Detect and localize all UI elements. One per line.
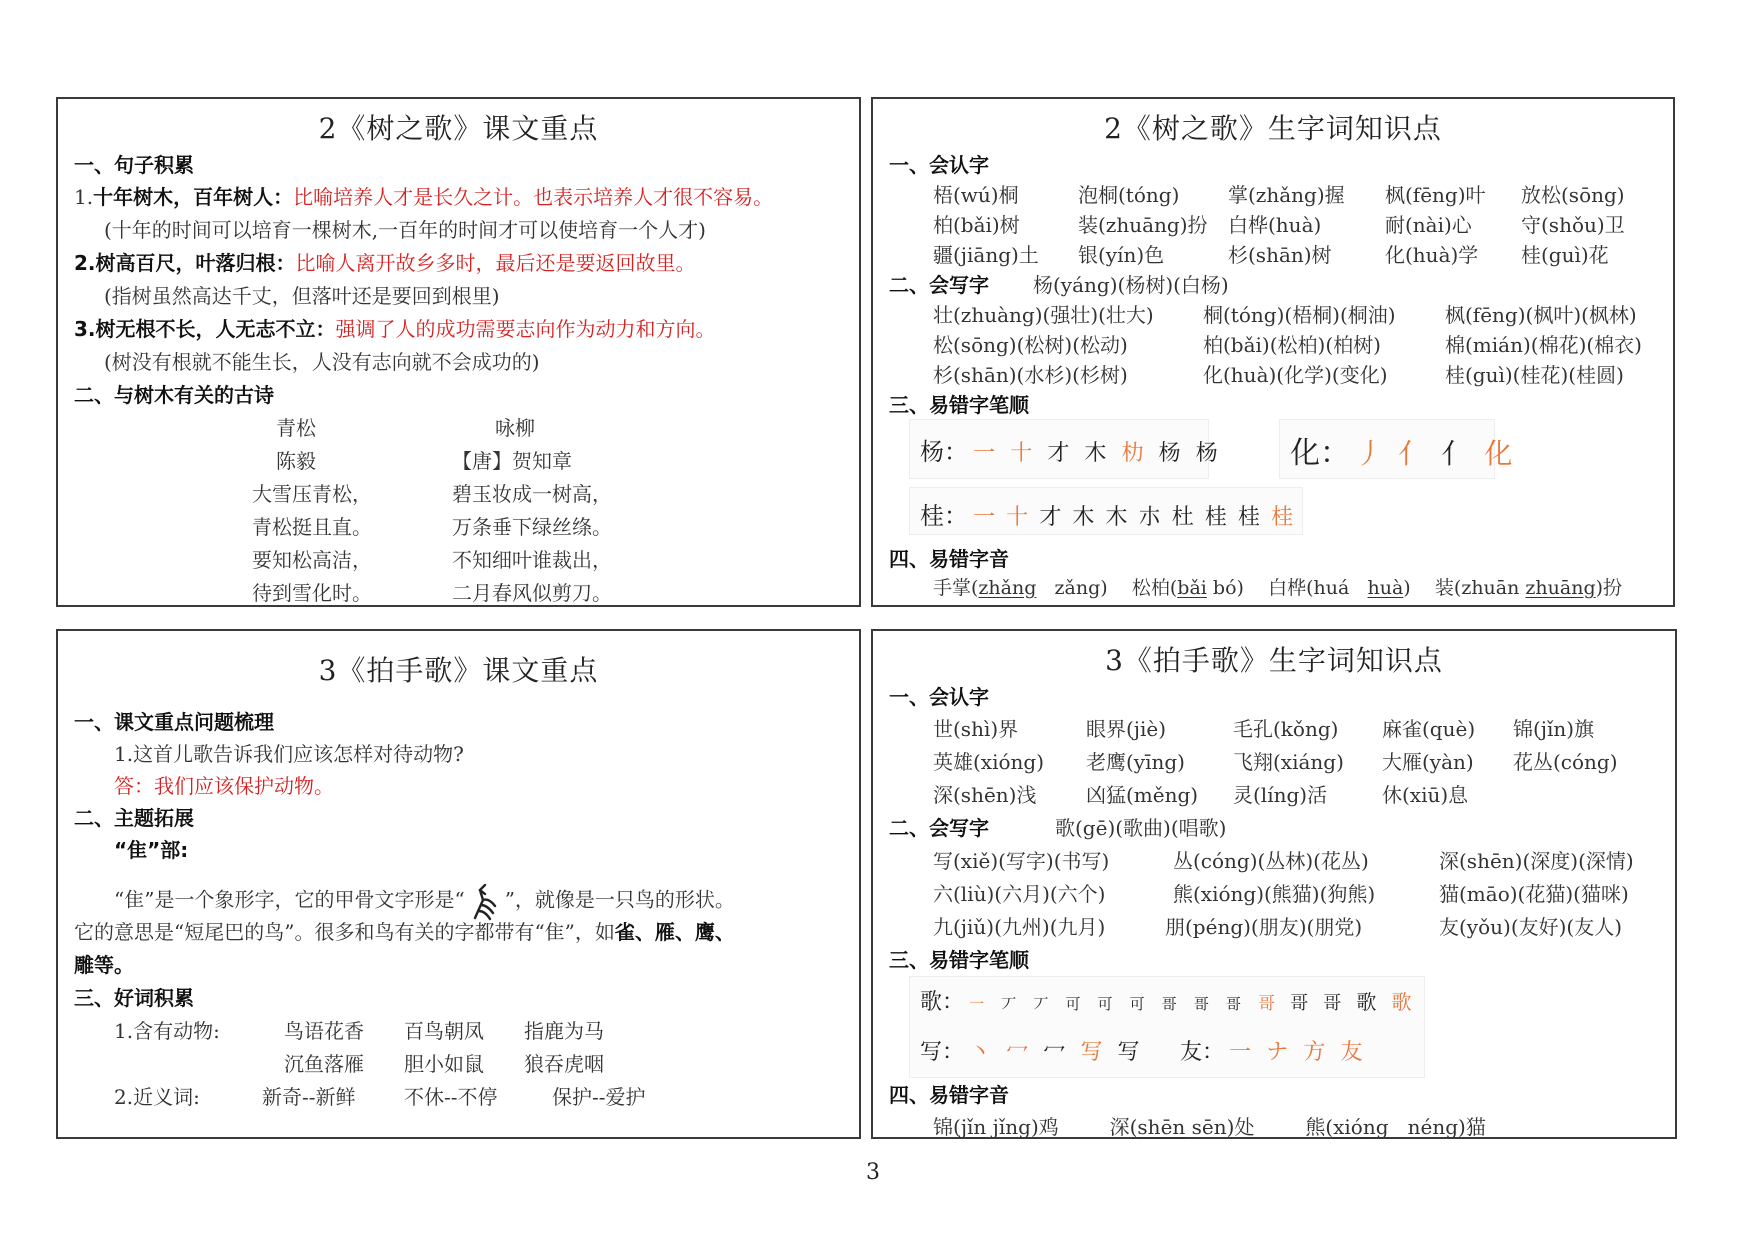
section-heading: 四、易错字音	[889, 1083, 1009, 1107]
stroke-step: 哥	[1193, 995, 1209, 1013]
section-heading: 一、句子积累	[74, 153, 194, 177]
poem-line: 二月春风似剪刀。	[452, 581, 612, 605]
pron-item: 锦(jǐn jǐng)鸡	[933, 1115, 1059, 1139]
vocab-item: 灵(líng)活	[1233, 783, 1328, 807]
stroke-step: 写	[1080, 1040, 1103, 1065]
synonym-pair: 保护--爱护	[552, 1085, 646, 1109]
write-item: 丛(cóng)(丛林)(花丛)	[1173, 849, 1369, 873]
poem2-author: 【唐】贺知章	[452, 449, 572, 473]
write-item: 深(shēn)(深度)(深情)	[1439, 849, 1634, 873]
radical-paragraph-line3: 雕等。	[74, 953, 134, 977]
stroke-step: 冖	[1043, 1040, 1066, 1065]
item-note: (树没有根就不能生长，人没有志向就不会成功的)	[104, 350, 540, 374]
stroke-char-label: 杨：	[920, 438, 968, 466]
poem-line: 要知松高洁，	[252, 548, 372, 572]
panel-lesson2-vocabulary	[871, 97, 1675, 607]
pron-item: 手掌(zhǎng zǎng)	[933, 577, 1108, 599]
idiom: 胆小如鼠	[404, 1052, 484, 1076]
vocab-item: 桂(guì)花	[1521, 243, 1609, 267]
vocab-item: 银(yín)色	[1078, 243, 1165, 267]
idiom: 鸟语花香	[284, 1019, 364, 1043]
pronunciation-row	[933, 1111, 1486, 1140]
item-number: 3.	[74, 317, 96, 341]
write-item: 枫(fēng)(枫叶)(枫林)	[1445, 303, 1637, 327]
synonyms-label: 2.近义词:	[114, 1085, 200, 1109]
vocab-item: 飞翔(xiáng)	[1233, 750, 1344, 774]
stroke-step: 才	[1039, 505, 1062, 530]
stroke-step: 亻	[1398, 437, 1427, 470]
poem1-title: 青松	[276, 416, 316, 440]
vocab-item: 英雄(xióng)	[933, 750, 1045, 774]
poem2-title: 咏柳	[495, 416, 535, 440]
section-heading: 二、主题拓展	[74, 806, 194, 830]
stroke-step: 桂	[1271, 505, 1294, 530]
stroke-step: 木	[1072, 505, 1095, 530]
stroke-step: 可	[1065, 995, 1081, 1013]
sentence-item-1	[74, 181, 773, 210]
pron-item: 装(zhuān zhuāng)扮	[1434, 577, 1623, 599]
panel-title: 2《树之歌》课文重点	[318, 112, 599, 145]
stroke-step: 冖	[1006, 1040, 1029, 1065]
radical-heading: “隹”部:	[114, 838, 189, 862]
vocab-item: 梧(wú)桐	[933, 183, 1019, 207]
stroke-order-box	[909, 976, 1425, 1078]
stroke-step: 杨	[1158, 441, 1181, 466]
stroke-step: ナ	[1266, 1040, 1289, 1065]
stroke-order-ge	[920, 985, 1411, 1016]
stroke-step: 桂	[1204, 505, 1227, 530]
write-item: 杉(shān)(水杉)(杉树)	[933, 363, 1128, 387]
stroke-step: 一	[1229, 1040, 1252, 1065]
answer: 答：我们应该保护动物。	[114, 774, 334, 798]
stroke-step: 写	[1117, 1040, 1140, 1065]
vocab-item: 疆(jiāng)土	[933, 243, 1039, 267]
stroke-step: 友	[1340, 1040, 1363, 1065]
pron-item: 深(shēn sēn)处	[1109, 1115, 1255, 1139]
vocab-item: 泡桐(tóng)	[1078, 183, 1180, 207]
pron-item: 熊(xióng néng)猫	[1305, 1115, 1486, 1139]
section-heading: 二、与树木有关的古诗	[74, 383, 274, 407]
panel-title: 3《拍手歌》生字词知识点	[1105, 644, 1443, 677]
vocab-item: 毛孔(kǒng)	[1233, 717, 1339, 741]
write-item: 朋(péng)(朋友)(朋党)	[1165, 915, 1363, 939]
section-heading: 一、会认字	[889, 685, 989, 709]
vocab-item: 枫(fēng)叶	[1385, 183, 1486, 207]
item-meaning: 比喻人离开故乡多时，最后还是要返回故里。	[295, 251, 696, 275]
stroke-step: 十	[1010, 441, 1033, 466]
vocab-item: 放松(sōng)	[1521, 183, 1625, 207]
synonym-pair: 不休--不停	[404, 1085, 498, 1109]
stroke-char-label: 写：	[920, 1040, 965, 1065]
oracle-bone-bird-icon	[465, 881, 505, 921]
write-item: 熊(xióng)(熊猫)(狗熊)	[1173, 882, 1376, 906]
item-note: (指树虽然高达千丈，但落叶还是要回到根里)	[104, 284, 500, 308]
write-item: 桂(guì)(桂花)(桂圆)	[1445, 363, 1624, 387]
write-item: 友(yǒu)(友好)(友人)	[1439, 915, 1623, 939]
item-number: 1.	[74, 185, 94, 209]
page-number: 3	[866, 1160, 880, 1185]
write-item: 猫(māo)(花猫)(猫咪)	[1439, 882, 1629, 906]
vocab-item: 凶猛(měng)	[1086, 783, 1199, 807]
panel-lesson2-key-points	[56, 97, 861, 607]
stroke-step: 杨	[1195, 441, 1218, 466]
write-item: 九(jiǔ)(九州)(九月)	[933, 915, 1106, 939]
poem-line: 待到雪化时。	[252, 581, 372, 605]
poem-line: 碧玉妆成一树高，	[452, 482, 612, 506]
vocab-item: 柏(bǎi)树	[933, 213, 1020, 237]
item-meaning: 强调了人的成功需要志向作为动力和方向。	[335, 317, 716, 341]
stroke-char-label: 友：	[1180, 1040, 1225, 1065]
stroke-step: 哥	[1258, 994, 1276, 1014]
panel-lesson3-vocabulary	[871, 629, 1677, 1139]
stroke-step: 哥	[1290, 993, 1309, 1014]
item-phrase: 树高百尺，叶落归根：	[95, 251, 296, 275]
stroke-step: 方	[1303, 1040, 1326, 1065]
stroke-step: 丆	[1033, 995, 1049, 1013]
stroke-step: 一	[969, 995, 985, 1013]
stroke-step: 朸	[1121, 441, 1144, 466]
write-item: 松(sōng)(松树)(松动)	[933, 333, 1128, 357]
stroke-step: 亻	[1441, 437, 1470, 470]
write-item: 桐(tóng)(梧桐)(桐油)	[1203, 303, 1396, 327]
radical-paragraph-line2: 它的意思是“短尾巴的鸟”。很多和鸟有关的字都带有“隹”，如雀、雁、鹰、	[74, 920, 735, 944]
vocab-item: 耐(nài)心	[1385, 213, 1472, 237]
write-item: 壮(zhuàng)(强壮)(壮大)	[933, 303, 1154, 327]
vocab-item: 装(zhuāng)扮	[1078, 213, 1208, 237]
item-note: (十年的时间可以培育一棵树木,一百年的时间才可以使培育一个人才)	[104, 218, 706, 242]
vocab-item: 花丛(cóng)	[1513, 750, 1618, 774]
stroke-step: 朩	[1138, 505, 1161, 530]
stroke-step: 一	[973, 441, 996, 466]
stroke-step: 歌	[1391, 990, 1412, 1014]
vocab-item: 麻雀(què)	[1382, 717, 1476, 741]
poem-line: 青松挺且直。	[252, 515, 372, 539]
poem1-author: 陈毅	[276, 449, 316, 473]
stroke-order-yang	[909, 419, 1218, 479]
section-heading: 三、易错字笔顺	[889, 393, 1029, 417]
sentence-item-2	[74, 247, 696, 276]
pronunciation-row	[933, 573, 1622, 600]
stroke-char-label: 歌：	[920, 990, 965, 1015]
stroke-step: 哥	[1161, 995, 1177, 1013]
stroke-step: 才	[1047, 441, 1070, 466]
stroke-step: 桂	[1237, 505, 1260, 530]
poem-line: 万条垂下绿丝绦。	[452, 515, 612, 539]
stroke-char-label: 化：	[1290, 436, 1350, 471]
section-heading: 二、会写字	[889, 816, 989, 840]
stroke-step: 十	[1006, 505, 1029, 530]
stroke-step: 一	[973, 505, 996, 530]
idiom: 沉鱼落雁	[284, 1052, 364, 1076]
write-item: 棉(mián)(棉花)(棉衣)	[1445, 333, 1642, 357]
vocab-item: 杉(shān)树	[1228, 243, 1332, 267]
stroke-order-hua	[1279, 419, 1513, 479]
stroke-step: 丶	[969, 1040, 992, 1065]
item-phrase: 树无根不长，人无志不立：	[95, 317, 336, 341]
stroke-char-label: 桂：	[920, 502, 968, 530]
pron-item: 松柏(bǎi bó)	[1131, 577, 1244, 599]
stroke-step: 可	[1097, 995, 1113, 1013]
stroke-step: 木	[1084, 441, 1107, 466]
synonym-pair: 新奇--新鲜	[262, 1085, 356, 1109]
write-first: 歌(gē)(歌曲)(唱歌)	[1055, 816, 1227, 840]
vocab-item: 白桦(huà)	[1228, 213, 1322, 237]
section-heading: 四、易错字音	[889, 547, 1009, 571]
pron-item: 白桦(huá huà)	[1268, 577, 1411, 599]
idiom: 狼吞虎咽	[524, 1052, 604, 1076]
stroke-step: 化	[1484, 437, 1513, 470]
section-heading: 一、课文重点问题梳理	[74, 710, 274, 734]
vocab-item: 化(huà)学	[1385, 243, 1479, 267]
stroke-step: 哥	[1323, 993, 1342, 1014]
item-phrase: 十年树木，百年树人：	[93, 185, 294, 209]
panel-title: 2《树之歌》生字词知识点	[1104, 112, 1442, 145]
stroke-step: 哥	[1225, 995, 1241, 1013]
poem-line: 不知细叶谁裁出，	[452, 548, 612, 572]
idiom: 指鹿为马	[524, 1019, 604, 1043]
write-item: 柏(bǎi)(松柏)(柏树)	[1203, 333, 1381, 357]
section-heading: 一、会认字	[889, 153, 989, 177]
section-heading: 二、会写字	[889, 273, 989, 297]
vocab-item: 锦(jǐn)旗	[1513, 717, 1595, 741]
write-item: 六(liù)(六月)(六个)	[933, 882, 1106, 906]
vocab-item: 深(shēn)浅	[933, 783, 1037, 807]
vocab-item: 休(xiū)息	[1382, 783, 1469, 807]
section-heading: 三、好词积累	[74, 986, 194, 1010]
vocab-item: 掌(zhǎng)握	[1228, 183, 1345, 207]
section-heading: 三、易错字笔顺	[889, 948, 1029, 972]
sentence-item-3	[74, 313, 716, 342]
stroke-step: 可	[1129, 995, 1145, 1013]
idiom: 百鸟朝凤	[404, 1019, 484, 1043]
write-first: 杨(yáng)(杨树)(白杨)	[1033, 273, 1229, 297]
item-meaning: 比喻培养人才是长久之计。也表示培养人才很不容易。	[293, 185, 774, 209]
question: 1.这首儿歌告诉我们应该怎样对待动物?	[114, 742, 464, 766]
poem-line: 大雪压青松，	[252, 482, 372, 506]
write-item: 化(huà)(化学)(变化)	[1203, 363, 1388, 387]
stroke-order-xie	[920, 1035, 1150, 1066]
vocab-item: 守(shǒu)卫	[1521, 213, 1625, 237]
animals-label: 1.含有动物:	[114, 1019, 220, 1043]
item-number: 2.	[74, 251, 96, 275]
stroke-step: 歌	[1356, 990, 1377, 1014]
radical-paragraph-line1: “隹”是一个象形字，它的甲骨文字形是“ ”，就像是一只鸟的形状。	[114, 881, 735, 921]
vocab-item: 眼界(jiè)	[1086, 717, 1167, 741]
stroke-order-gui	[909, 487, 1303, 535]
stroke-step: 木	[1105, 505, 1128, 530]
stroke-order-you	[1180, 1035, 1372, 1066]
stroke-step: 丿	[1355, 437, 1384, 470]
stroke-step: 丆	[1001, 995, 1017, 1013]
vocab-item: 世(shì)界	[933, 717, 1019, 741]
write-item: 写(xiě)(写字)(书写)	[933, 849, 1110, 873]
vocab-item: 老鹰(yīng)	[1086, 750, 1185, 774]
stroke-step: 杜	[1171, 505, 1194, 530]
panel-title: 3《拍手歌》课文重点	[318, 654, 599, 687]
vocab-item: 大雁(yàn)	[1382, 750, 1474, 774]
panel-lesson3-key-points	[56, 629, 861, 1139]
